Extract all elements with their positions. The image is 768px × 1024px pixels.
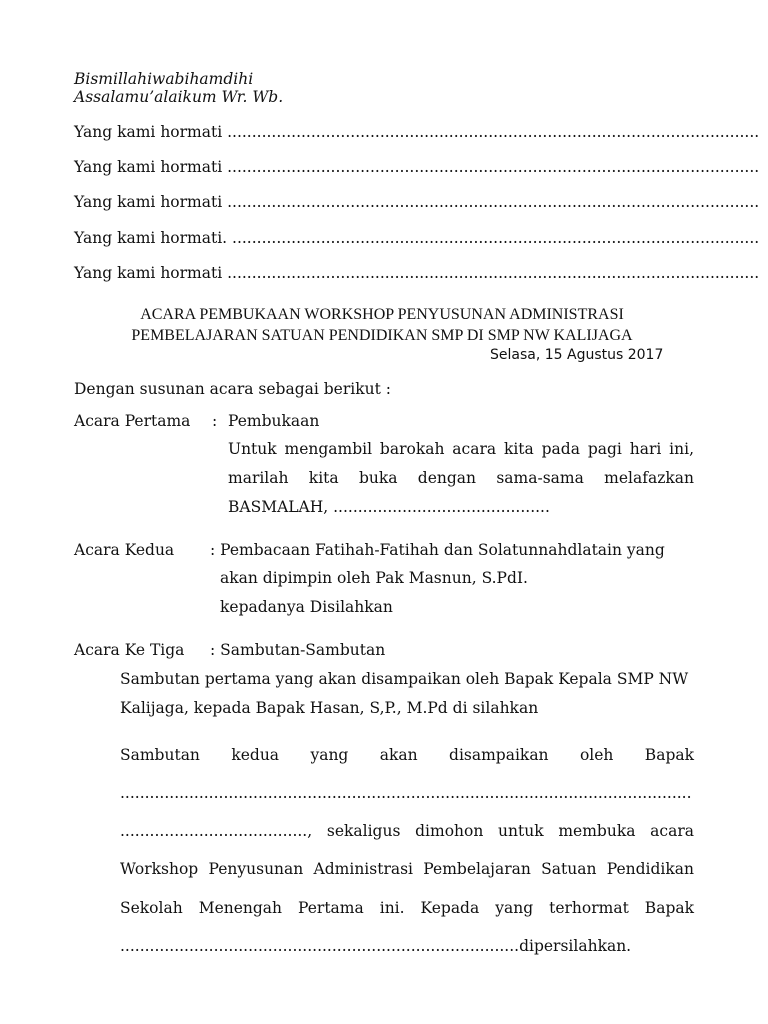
agenda-1-desc-line-3: BASMALAH, ............................................ (228, 498, 550, 516)
document-title-line-1: ACARA PEMBUKAAN WORKSHOP PENYUSUNAN ADMINISTRASI (140, 306, 624, 323)
agenda-intro: Dengan susunan acara sebagai berikut : (74, 380, 391, 398)
greeting-line-2: Assalamu’alaikum Wr. Wb. (74, 88, 284, 106)
sambutan-1-line-2: Kalijaga, kepada Bapak Hasan, S,P., M.Pd di silahkan (120, 699, 539, 717)
agenda-1-colon: : (212, 412, 218, 430)
sambutan-2-line-5: Sekolah Menengah Pertama ini. Kepada yang terhormat Bapak (120, 899, 694, 917)
event-date: Selasa, 15 Agustus 2017 (490, 347, 664, 363)
honorific-line-5: Yang kami hormati ............................................................................................................ (74, 264, 760, 282)
agenda-1-label: Acara Pertama (74, 412, 191, 430)
honorific-line-3: Yang kami hormati ............................................................................................................ (74, 193, 760, 211)
honorific-line-1: Yang kami hormati ............................................................................................................ (74, 123, 760, 141)
agenda-2-line-3: kepadanya Disilahkan (220, 598, 393, 616)
sambutan-2-line-3: ......................................, sekaligus dimohon untuk membuka acara (120, 822, 694, 840)
agenda-2-line-2: akan dipimpin oleh Pak Masnun, S.PdI. (220, 569, 528, 587)
sambutan-1-line-1: Sambutan pertama yang akan disampaikan oleh Bapak Kepala SMP NW (120, 670, 689, 688)
agenda-2-line-1: : Pembacaan Fatihah-Fatihah dan Solatunnahdlatain yang (210, 541, 665, 559)
agenda-1-desc-line-1: Untuk mengambil barokah acara kita pada pagi hari ini, (228, 440, 694, 458)
agenda-3-name: : Sambutan-Sambutan (210, 641, 386, 659)
agenda-1-desc-line-2: marilah kita buka dengan sama-sama melafazkan (228, 469, 694, 487)
document-title-line-2: PEMBELAJARAN SATUAN PENDIDIKAN SMP DI SMP NW KALIJAGA (131, 327, 633, 344)
honorific-line-4: Yang kami hormati. ........................................................................................................... (74, 229, 760, 247)
honorific-line-2: Yang kami hormati ............................................................................................................ (74, 158, 760, 176)
sambutan-2-line-1: Sambutan kedua yang akan disampaikan oleh Bapak (120, 746, 694, 764)
sambutan-2-line-2: .................................................................................................................... (120, 784, 692, 802)
agenda-2-label: Acara Kedua (74, 541, 175, 559)
agenda-1-name: Pembukaan (228, 412, 320, 430)
sambutan-2-line-4: Workshop Penyusunan Administrasi Pembelajaran Satuan Pendidikan (120, 860, 694, 878)
agenda-3-label: Acara Ke Tiga (74, 641, 185, 659)
sambutan-2-line-6: .................................................................................dipersilahkan. (120, 937, 632, 955)
greeting-line-1: Bismillahiwabihamdihi (74, 70, 254, 88)
